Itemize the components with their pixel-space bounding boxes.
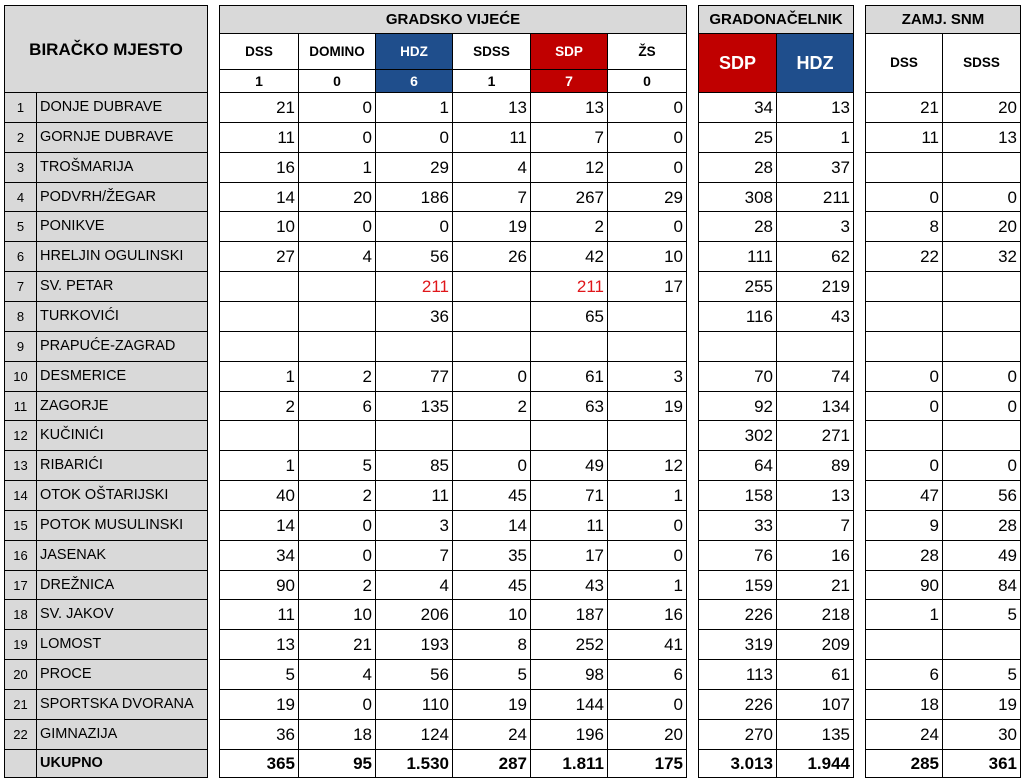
council-vote-cell: 3 (607, 361, 687, 392)
council-vote-cell: 35 (452, 540, 531, 571)
council-vote-cell: 85 (375, 450, 453, 481)
council-vote-cell (452, 331, 531, 362)
deputy-vote-cell (942, 331, 1021, 362)
council-vote-cell: 41 (607, 629, 687, 660)
deputy-mayor-header: ZAMJ. SNM (865, 5, 1021, 34)
council-vote-cell: 206 (375, 599, 453, 630)
row-number: 17 (4, 570, 37, 600)
deputy-vote-cell (942, 271, 1021, 302)
council-vote-cell: 10 (219, 211, 299, 242)
council-seats-dss: 1 (219, 69, 299, 93)
deputy-vote-cell: 49 (942, 540, 1021, 571)
council-vote-cell: 19 (607, 391, 687, 421)
deputy-party-dss: DSS (865, 33, 943, 93)
deputy-vote-cell (942, 152, 1021, 183)
row-number: 21 (4, 689, 37, 720)
council-vote-cell: 2 (298, 480, 376, 511)
deputy-vote-cell: 56 (942, 480, 1021, 511)
deputy-vote-cell (942, 629, 1021, 660)
mayor-vote-cell: 111 (698, 241, 777, 272)
deputy-vote-cell: 32 (942, 241, 1021, 272)
deputy-vote-cell: 0 (865, 182, 943, 212)
council-vote-cell: 0 (298, 689, 376, 720)
deputy-vote-cell (942, 420, 1021, 451)
row-number: 15 (4, 510, 37, 541)
mayor-vote-cell: 308 (698, 182, 777, 212)
total-row-number (4, 749, 37, 778)
polling-station-name: RIBARIĆI (36, 450, 208, 481)
deputy-vote-cell: 1 (865, 599, 943, 630)
row-number: 10 (4, 361, 37, 392)
council-vote-cell: 196 (530, 719, 608, 750)
council-vote-cell (452, 301, 531, 332)
council-vote-cell: 1 (298, 152, 376, 183)
council-vote-cell: 11 (375, 480, 453, 511)
deputy-vote-cell: 0 (942, 361, 1021, 392)
deputy-vote-cell (942, 301, 1021, 332)
mayor-vote-cell: 1 (776, 122, 854, 153)
council-vote-cell (375, 420, 453, 451)
mayor-vote-cell: 62 (776, 241, 854, 272)
council-vote-cell: 26 (452, 241, 531, 272)
council-seats-hdz: 6 (375, 69, 453, 93)
council-vote-cell: 90 (219, 570, 299, 600)
council-vote-cell: 0 (607, 540, 687, 571)
council-vote-cell (298, 301, 376, 332)
council-party-hdz: HDZ (375, 33, 453, 70)
council-vote-cell: 211 (530, 271, 608, 302)
row-number: 18 (4, 599, 37, 630)
mayor-vote-cell: 76 (698, 540, 777, 571)
mayor-vote-cell: 13 (776, 92, 854, 123)
mayor-vote-cell: 37 (776, 152, 854, 183)
council-vote-cell: 12 (530, 152, 608, 183)
council-total-cell: 1.811 (530, 749, 608, 778)
mayor-vote-cell: 255 (698, 271, 777, 302)
council-vote-cell: 7 (375, 540, 453, 571)
deputy-vote-cell: 20 (942, 92, 1021, 123)
deputy-vote-cell: 5 (942, 599, 1021, 630)
council-vote-cell: 20 (607, 719, 687, 750)
council-vote-cell: 5 (298, 450, 376, 481)
polling-station-name: SV. PETAR (36, 271, 208, 302)
mayor-vote-cell: 158 (698, 480, 777, 511)
row-number: 14 (4, 480, 37, 511)
council-vote-cell: 61 (530, 361, 608, 392)
polling-station-name: ZAGORJE (36, 391, 208, 421)
deputy-vote-cell (865, 420, 943, 451)
deputy-vote-cell: 0 (865, 450, 943, 481)
row-number: 2 (4, 122, 37, 153)
city-council-header: GRADSKO VIJEĆE (219, 5, 687, 34)
row-number: 8 (4, 301, 37, 332)
council-vote-cell: 21 (298, 629, 376, 660)
council-vote-cell: 36 (375, 301, 453, 332)
council-vote-cell (298, 420, 376, 451)
deputy-vote-cell: 11 (865, 122, 943, 153)
deputy-vote-cell: 13 (942, 122, 1021, 153)
council-vote-cell: 0 (607, 92, 687, 123)
council-vote-cell: 98 (530, 659, 608, 690)
council-vote-cell (530, 331, 608, 362)
council-vote-cell: 56 (375, 241, 453, 272)
deputy-vote-cell: 47 (865, 480, 943, 511)
council-vote-cell (607, 301, 687, 332)
council-vote-cell: 71 (530, 480, 608, 511)
council-vote-cell: 34 (219, 540, 299, 571)
council-vote-cell: 14 (219, 510, 299, 541)
council-vote-cell: 4 (298, 241, 376, 272)
deputy-vote-cell (865, 301, 943, 332)
row-number: 1 (4, 92, 37, 123)
mayor-vote-cell: 113 (698, 659, 777, 690)
polling-station-name: TURKOVIĆI (36, 301, 208, 332)
council-vote-cell: 45 (452, 570, 531, 600)
deputy-vote-cell: 90 (865, 570, 943, 600)
mayor-vote-cell: 211 (776, 182, 854, 212)
deputy-vote-cell: 30 (942, 719, 1021, 750)
council-vote-cell (375, 331, 453, 362)
council-total-cell: 365 (219, 749, 299, 778)
row-number: 20 (4, 659, 37, 690)
council-vote-cell: 27 (219, 241, 299, 272)
council-vote-cell: 56 (375, 659, 453, 690)
deputy-vote-cell: 5 (942, 659, 1021, 690)
deputy-vote-cell: 21 (865, 92, 943, 123)
deputy-vote-cell (865, 271, 943, 302)
mayor-vote-cell: 16 (776, 540, 854, 571)
mayor-vote-cell: 13 (776, 480, 854, 511)
council-vote-cell: 2 (298, 570, 376, 600)
council-vote-cell: 36 (219, 719, 299, 750)
council-vote-cell: 1 (219, 361, 299, 392)
council-vote-cell: 17 (607, 271, 687, 302)
council-vote-cell: 18 (298, 719, 376, 750)
council-vote-cell: 252 (530, 629, 608, 660)
deputy-total-cell: 285 (865, 749, 943, 778)
deputy-vote-cell: 20 (942, 211, 1021, 242)
polling-station-name: PROCE (36, 659, 208, 690)
council-vote-cell (219, 271, 299, 302)
council-vote-cell: 65 (530, 301, 608, 332)
council-vote-cell: 0 (298, 92, 376, 123)
council-vote-cell: 0 (298, 510, 376, 541)
mayor-vote-cell: 319 (698, 629, 777, 660)
polling-station-name: DONJE DUBRAVE (36, 92, 208, 123)
mayor-vote-cell: 116 (698, 301, 777, 332)
deputy-vote-cell: 18 (865, 689, 943, 720)
mayor-vote-cell: 43 (776, 301, 854, 332)
council-vote-cell (219, 301, 299, 332)
council-vote-cell: 43 (530, 570, 608, 600)
mayor-vote-cell: 159 (698, 570, 777, 600)
council-vote-cell: 5 (219, 659, 299, 690)
polling-station-header: BIRAČKO MJESTO (4, 5, 208, 93)
council-seats-žs: 0 (607, 69, 687, 93)
mayor-vote-cell: 226 (698, 689, 777, 720)
row-number: 6 (4, 241, 37, 272)
council-vote-cell: 2 (219, 391, 299, 421)
deputy-vote-cell (865, 152, 943, 183)
council-vote-cell: 0 (298, 211, 376, 242)
polling-station-name: TROŠMARIJA (36, 152, 208, 183)
council-vote-cell: 0 (375, 122, 453, 153)
row-number: 22 (4, 719, 37, 750)
deputy-vote-cell: 8 (865, 211, 943, 242)
council-vote-cell: 0 (607, 510, 687, 541)
council-party-sdss: SDSS (452, 33, 531, 70)
mayor-vote-cell: 89 (776, 450, 854, 481)
council-vote-cell: 16 (607, 599, 687, 630)
council-vote-cell: 29 (375, 152, 453, 183)
council-vote-cell (298, 331, 376, 362)
council-vote-cell (219, 331, 299, 362)
row-number: 9 (4, 331, 37, 362)
council-vote-cell: 2 (530, 211, 608, 242)
council-party-žs: ŽS (607, 33, 687, 70)
deputy-vote-cell (865, 331, 943, 362)
polling-station-name: PONIKVE (36, 211, 208, 242)
deputy-total-cell: 361 (942, 749, 1021, 778)
council-vote-cell: 6 (298, 391, 376, 421)
polling-station-name: GORNJE DUBRAVE (36, 122, 208, 153)
council-vote-cell: 5 (452, 659, 531, 690)
council-vote-cell: 10 (298, 599, 376, 630)
council-vote-cell: 0 (452, 361, 531, 392)
mayor-vote-cell: 271 (776, 420, 854, 451)
council-vote-cell: 3 (375, 510, 453, 541)
council-vote-cell: 1 (219, 450, 299, 481)
council-vote-cell: 186 (375, 182, 453, 212)
council-vote-cell: 4 (375, 570, 453, 600)
total-label: UKUPNO (36, 749, 208, 778)
council-vote-cell: 1 (607, 570, 687, 600)
mayor-vote-cell: 25 (698, 122, 777, 153)
council-vote-cell: 19 (219, 689, 299, 720)
council-vote-cell: 20 (298, 182, 376, 212)
deputy-vote-cell: 0 (942, 391, 1021, 421)
council-vote-cell: 0 (607, 689, 687, 720)
polling-station-name: JASENAK (36, 540, 208, 571)
polling-station-name: DREŽNICA (36, 570, 208, 600)
mayor-vote-cell: 218 (776, 599, 854, 630)
mayor-vote-cell (776, 331, 854, 362)
council-vote-cell: 187 (530, 599, 608, 630)
mayor-total-cell: 1.944 (776, 749, 854, 778)
mayor-party-hdz: HDZ (776, 33, 854, 93)
council-vote-cell: 1 (375, 92, 453, 123)
council-vote-cell: 8 (452, 629, 531, 660)
council-vote-cell: 19 (452, 689, 531, 720)
row-number: 13 (4, 450, 37, 481)
council-vote-cell: 0 (298, 122, 376, 153)
council-vote-cell: 19 (452, 211, 531, 242)
council-vote-cell: 110 (375, 689, 453, 720)
council-vote-cell: 144 (530, 689, 608, 720)
council-vote-cell (298, 271, 376, 302)
council-vote-cell: 135 (375, 391, 453, 421)
polling-station-name: PRAPUĆE-ZAGRAD (36, 331, 208, 362)
council-vote-cell (452, 420, 531, 451)
council-vote-cell: 4 (452, 152, 531, 183)
row-number: 4 (4, 182, 37, 212)
council-vote-cell (607, 420, 687, 451)
polling-station-name: HRELJIN OGULINSKI (36, 241, 208, 272)
mayor-vote-cell: 92 (698, 391, 777, 421)
council-vote-cell: 2 (452, 391, 531, 421)
mayor-vote-cell: 34 (698, 92, 777, 123)
mayor-vote-cell: 28 (698, 211, 777, 242)
polling-station-name: PODVRH/ŽEGAR (36, 182, 208, 212)
council-vote-cell: 14 (452, 510, 531, 541)
council-vote-cell: 49 (530, 450, 608, 481)
row-number: 16 (4, 540, 37, 571)
council-vote-cell: 7 (452, 182, 531, 212)
council-vote-cell: 14 (219, 182, 299, 212)
deputy-vote-cell: 84 (942, 570, 1021, 600)
deputy-vote-cell: 22 (865, 241, 943, 272)
mayor-vote-cell: 302 (698, 420, 777, 451)
council-vote-cell: 42 (530, 241, 608, 272)
council-total-cell: 287 (452, 749, 531, 778)
council-vote-cell: 2 (298, 361, 376, 392)
deputy-vote-cell: 28 (942, 510, 1021, 541)
council-vote-cell (452, 271, 531, 302)
council-vote-cell: 17 (530, 540, 608, 571)
council-total-cell: 1.530 (375, 749, 453, 778)
council-vote-cell: 11 (452, 122, 531, 153)
council-party-sdp: SDP (530, 33, 608, 70)
deputy-party-sdss: SDSS (942, 33, 1021, 93)
council-vote-cell: 0 (607, 122, 687, 153)
polling-station-name: SPORTSKA DVORANA (36, 689, 208, 720)
council-vote-cell: 267 (530, 182, 608, 212)
polling-station-name: LOMOST (36, 629, 208, 660)
council-vote-cell (530, 420, 608, 451)
row-number: 5 (4, 211, 37, 242)
council-vote-cell: 0 (375, 211, 453, 242)
council-vote-cell: 21 (219, 92, 299, 123)
council-seats-domino: 0 (298, 69, 376, 93)
mayor-total-cell: 3.013 (698, 749, 777, 778)
deputy-vote-cell: 0 (942, 182, 1021, 212)
council-vote-cell: 13 (452, 92, 531, 123)
council-vote-cell: 124 (375, 719, 453, 750)
mayor-vote-cell: 64 (698, 450, 777, 481)
council-vote-cell: 4 (298, 659, 376, 690)
council-vote-cell: 12 (607, 450, 687, 481)
polling-station-name: DESMERICE (36, 361, 208, 392)
deputy-vote-cell: 0 (942, 450, 1021, 481)
council-total-cell: 95 (298, 749, 376, 778)
council-vote-cell: 0 (607, 211, 687, 242)
council-vote-cell: 11 (219, 599, 299, 630)
polling-station-name: GIMNAZIJA (36, 719, 208, 750)
row-number: 3 (4, 152, 37, 183)
deputy-vote-cell: 28 (865, 540, 943, 571)
deputy-vote-cell (865, 629, 943, 660)
council-vote-cell (607, 331, 687, 362)
council-vote-cell: 40 (219, 480, 299, 511)
council-total-cell: 175 (607, 749, 687, 778)
council-seats-sdss: 1 (452, 69, 531, 93)
polling-station-name: OTOK OŠTARIJSKI (36, 480, 208, 511)
council-seats-sdp: 7 (530, 69, 608, 93)
mayor-header: GRADONAČELNIK (698, 5, 854, 34)
mayor-vote-cell: 135 (776, 719, 854, 750)
council-vote-cell (219, 420, 299, 451)
council-vote-cell: 0 (607, 152, 687, 183)
mayor-vote-cell: 219 (776, 271, 854, 302)
council-vote-cell: 6 (607, 659, 687, 690)
mayor-vote-cell: 107 (776, 689, 854, 720)
mayor-vote-cell: 209 (776, 629, 854, 660)
polling-station-name: POTOK MUSULINSKI (36, 510, 208, 541)
council-vote-cell: 13 (219, 629, 299, 660)
council-vote-cell: 193 (375, 629, 453, 660)
council-vote-cell: 13 (530, 92, 608, 123)
council-vote-cell: 29 (607, 182, 687, 212)
council-party-dss: DSS (219, 33, 299, 70)
polling-station-name: KUČINIĆI (36, 420, 208, 451)
mayor-vote-cell: 3 (776, 211, 854, 242)
row-number: 11 (4, 391, 37, 421)
mayor-vote-cell (698, 331, 777, 362)
mayor-vote-cell: 134 (776, 391, 854, 421)
council-vote-cell: 16 (219, 152, 299, 183)
council-vote-cell: 7 (530, 122, 608, 153)
council-vote-cell: 1 (607, 480, 687, 511)
deputy-vote-cell: 19 (942, 689, 1021, 720)
mayor-vote-cell: 21 (776, 570, 854, 600)
deputy-vote-cell: 0 (865, 391, 943, 421)
mayor-vote-cell: 61 (776, 659, 854, 690)
council-vote-cell: 0 (452, 450, 531, 481)
row-number: 7 (4, 271, 37, 302)
polling-station-name: SV. JAKOV (36, 599, 208, 630)
council-vote-cell: 211 (375, 271, 453, 302)
mayor-vote-cell: 226 (698, 599, 777, 630)
council-vote-cell: 0 (298, 540, 376, 571)
council-vote-cell: 11 (530, 510, 608, 541)
mayor-party-sdp: SDP (698, 33, 777, 93)
deputy-vote-cell: 24 (865, 719, 943, 750)
mayor-vote-cell: 70 (698, 361, 777, 392)
row-number: 19 (4, 629, 37, 660)
mayor-vote-cell: 74 (776, 361, 854, 392)
council-vote-cell: 10 (607, 241, 687, 272)
mayor-vote-cell: 28 (698, 152, 777, 183)
deputy-vote-cell: 0 (865, 361, 943, 392)
council-vote-cell: 11 (219, 122, 299, 153)
mayor-vote-cell: 270 (698, 719, 777, 750)
council-vote-cell: 10 (452, 599, 531, 630)
council-vote-cell: 63 (530, 391, 608, 421)
council-vote-cell: 77 (375, 361, 453, 392)
deputy-vote-cell: 9 (865, 510, 943, 541)
mayor-vote-cell: 33 (698, 510, 777, 541)
deputy-vote-cell: 6 (865, 659, 943, 690)
mayor-vote-cell: 7 (776, 510, 854, 541)
council-party-domino: DOMINO (298, 33, 376, 70)
council-vote-cell: 45 (452, 480, 531, 511)
row-number: 12 (4, 420, 37, 451)
council-vote-cell: 24 (452, 719, 531, 750)
